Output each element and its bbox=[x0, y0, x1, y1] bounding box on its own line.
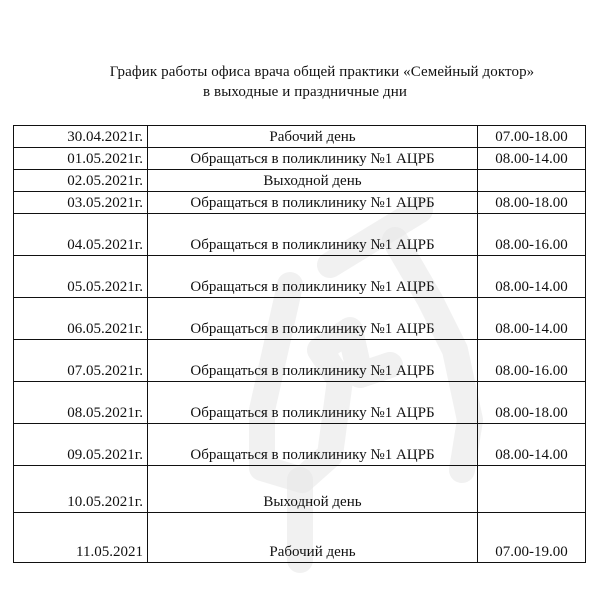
row-hours: 08.00-16.00 bbox=[478, 340, 586, 382]
document-title bbox=[0, 62, 604, 102]
row-description: Обращаться в поликлинику №1 АЦРБ bbox=[148, 298, 478, 340]
row-description: Рабочий день bbox=[148, 513, 478, 563]
title-line-1: График работы офиса врача общей практики «Семейный доктор» bbox=[109, 64, 535, 80]
row-description: Выходной день bbox=[148, 466, 478, 513]
schedule-body bbox=[14, 126, 586, 563]
row-hours: 08.00-18.00 bbox=[478, 192, 586, 214]
row-date: 02.05.2021г. bbox=[14, 170, 148, 192]
table-row bbox=[14, 170, 586, 192]
row-description: Выходной день bbox=[148, 170, 478, 192]
row-description: Обращаться в поликлинику №1 АЦРБ bbox=[148, 256, 478, 298]
row-hours: 07.00-19.00 bbox=[478, 513, 586, 563]
row-description: Рабочий день bbox=[148, 126, 478, 148]
row-description: Обращаться в поликлинику №1 АЦРБ bbox=[148, 340, 478, 382]
row-hours: 08.00-14.00 bbox=[478, 424, 586, 466]
row-date: 06.05.2021г. bbox=[14, 298, 148, 340]
table-row bbox=[14, 298, 586, 340]
table-row bbox=[14, 382, 586, 424]
row-hours bbox=[478, 466, 586, 513]
row-date: 05.05.2021г. bbox=[14, 256, 148, 298]
schedule-table bbox=[13, 125, 586, 563]
table-row bbox=[14, 148, 586, 170]
table-row bbox=[14, 340, 586, 382]
title-line-2: в выходные и праздничные дни bbox=[203, 84, 407, 100]
row-date: 30.04.2021г. bbox=[14, 126, 148, 148]
row-date: 10.05.2021г. bbox=[14, 466, 148, 513]
row-date: 01.05.2021г. bbox=[14, 148, 148, 170]
table-row bbox=[14, 424, 586, 466]
row-description: Обращаться в поликлинику №1 АЦРБ bbox=[148, 192, 478, 214]
row-hours: 08.00-16.00 bbox=[478, 214, 586, 256]
row-hours bbox=[478, 170, 586, 192]
table-row bbox=[14, 214, 586, 256]
row-date: 08.05.2021г. bbox=[14, 382, 148, 424]
row-hours: 08.00-18.00 bbox=[478, 382, 586, 424]
row-description: Обращаться в поликлинику №1 АЦРБ bbox=[148, 214, 478, 256]
row-date: 09.05.2021г. bbox=[14, 424, 148, 466]
row-date: 11.05.2021 bbox=[14, 513, 148, 563]
row-hours: 08.00-14.00 bbox=[478, 298, 586, 340]
table-row bbox=[14, 192, 586, 214]
row-hours: 08.00-14.00 bbox=[478, 256, 586, 298]
table-row bbox=[14, 513, 586, 563]
row-description: Обращаться в поликлинику №1 АЦРБ bbox=[148, 424, 478, 466]
table-row bbox=[14, 256, 586, 298]
row-description: Обращаться в поликлинику №1 АЦРБ bbox=[148, 148, 478, 170]
table-row bbox=[14, 466, 586, 513]
row-hours: 08.00-14.00 bbox=[478, 148, 586, 170]
row-description: Обращаться в поликлинику №1 АЦРБ bbox=[148, 382, 478, 424]
row-hours: 07.00-18.00 bbox=[478, 126, 586, 148]
table-row bbox=[14, 126, 586, 148]
row-date: 07.05.2021г. bbox=[14, 340, 148, 382]
row-date: 03.05.2021г. bbox=[14, 192, 148, 214]
row-date: 04.05.2021г. bbox=[14, 214, 148, 256]
